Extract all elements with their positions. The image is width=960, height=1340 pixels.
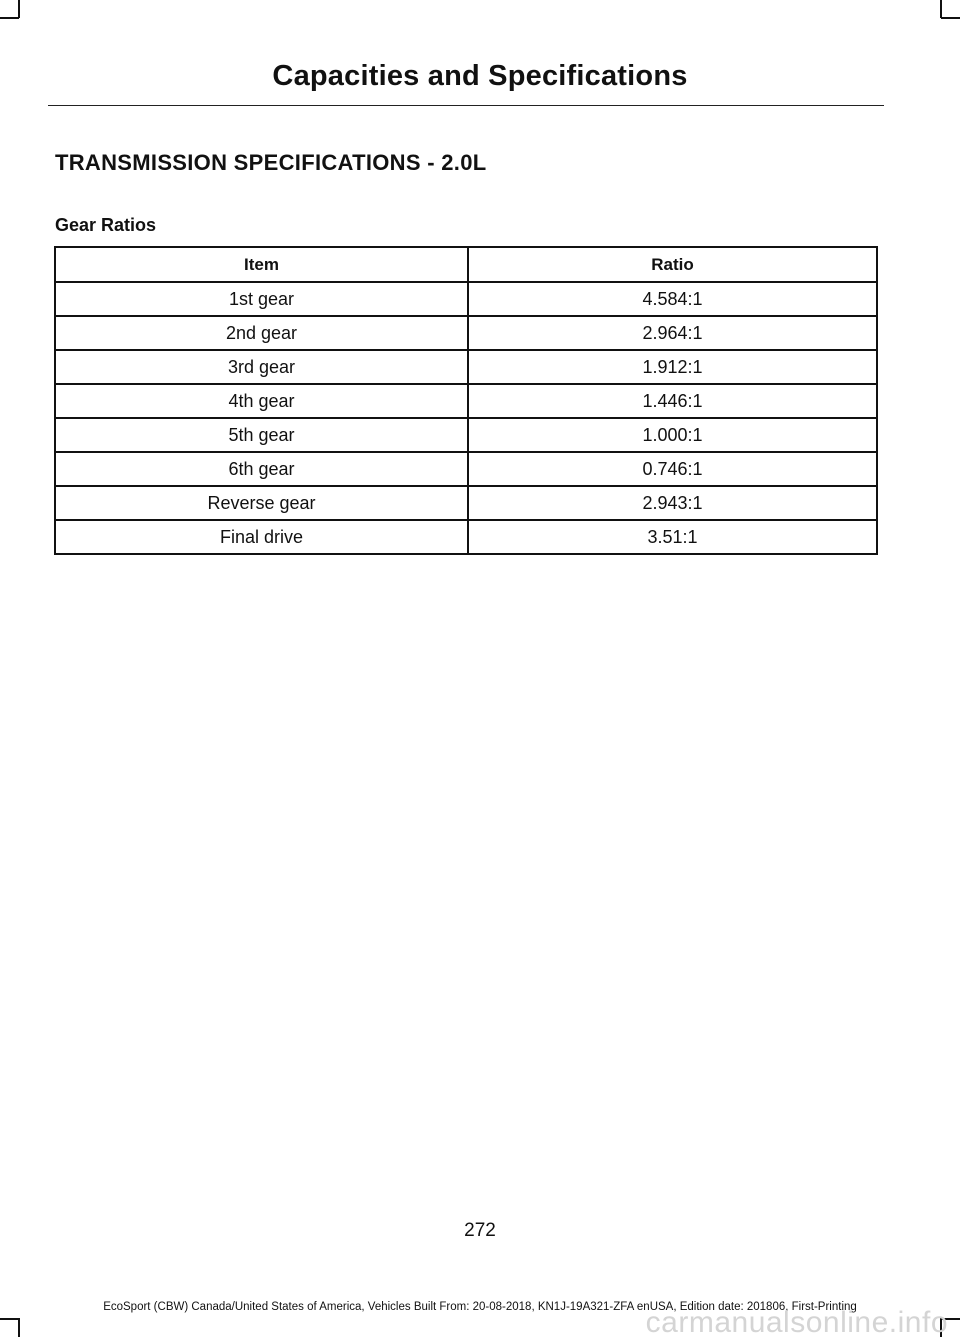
item-cell: 3rd gear [55, 350, 468, 384]
crop-mark-bottom-left [18, 1318, 20, 1337]
section-title: TRANSMISSION SPECIFICATIONS - 2.0L [55, 150, 487, 175]
ratio-cell: 4.584:1 [468, 282, 877, 316]
table-caption: Gear Ratios [55, 215, 157, 235]
crop-mark-top-right [940, 0, 942, 18]
ratio-cell: 1.912:1 [468, 350, 877, 384]
watermark: carmanualsonline.info [645, 1306, 948, 1339]
crop-mark-bottom-left-horizontal [0, 1318, 19, 1320]
column-header-item: Item [55, 247, 468, 282]
item-cell: 2nd gear [55, 316, 468, 350]
ratio-cell: 2.943:1 [468, 486, 877, 520]
crop-mark-top-left-horizontal [0, 17, 19, 19]
table-header-row [55, 247, 877, 282]
crop-mark-top-left [18, 0, 20, 18]
ratio-cell: 1.000:1 [468, 418, 877, 452]
ratio-cell: 2.964:1 [468, 316, 877, 350]
table-row [55, 418, 877, 452]
footer-edition-note: EcoSport (CBW) Canada/United States of America, Vehicles Built From: 20-08-2018, KN1J-19A321-ZFA enUSA, Edition date: 201806, First-Printing [103, 1301, 857, 1313]
table-row [55, 520, 877, 554]
gear-ratios-table [54, 246, 878, 555]
page-header-title: Capacities and Specifications [272, 60, 688, 92]
item-cell: 4th gear [55, 384, 468, 418]
table-row [55, 384, 877, 418]
column-header-ratio: Ratio [468, 247, 877, 282]
item-cell: 1st gear [55, 282, 468, 316]
ratio-cell: 3.51:1 [468, 520, 877, 554]
item-cell: 5th gear [55, 418, 468, 452]
table-row [55, 350, 877, 384]
header-divider [48, 105, 884, 106]
item-cell: Final drive [55, 520, 468, 554]
item-cell: Reverse gear [55, 486, 468, 520]
item-cell: 6th gear [55, 452, 468, 486]
crop-mark-top-right-horizontal [941, 17, 960, 19]
table-row [55, 282, 877, 316]
ratio-cell: 1.446:1 [468, 384, 877, 418]
ratio-cell: 0.746:1 [468, 452, 877, 486]
page-number: 272 [464, 1220, 496, 1241]
table-row [55, 486, 877, 520]
table-row [55, 452, 877, 486]
table-row [55, 316, 877, 350]
